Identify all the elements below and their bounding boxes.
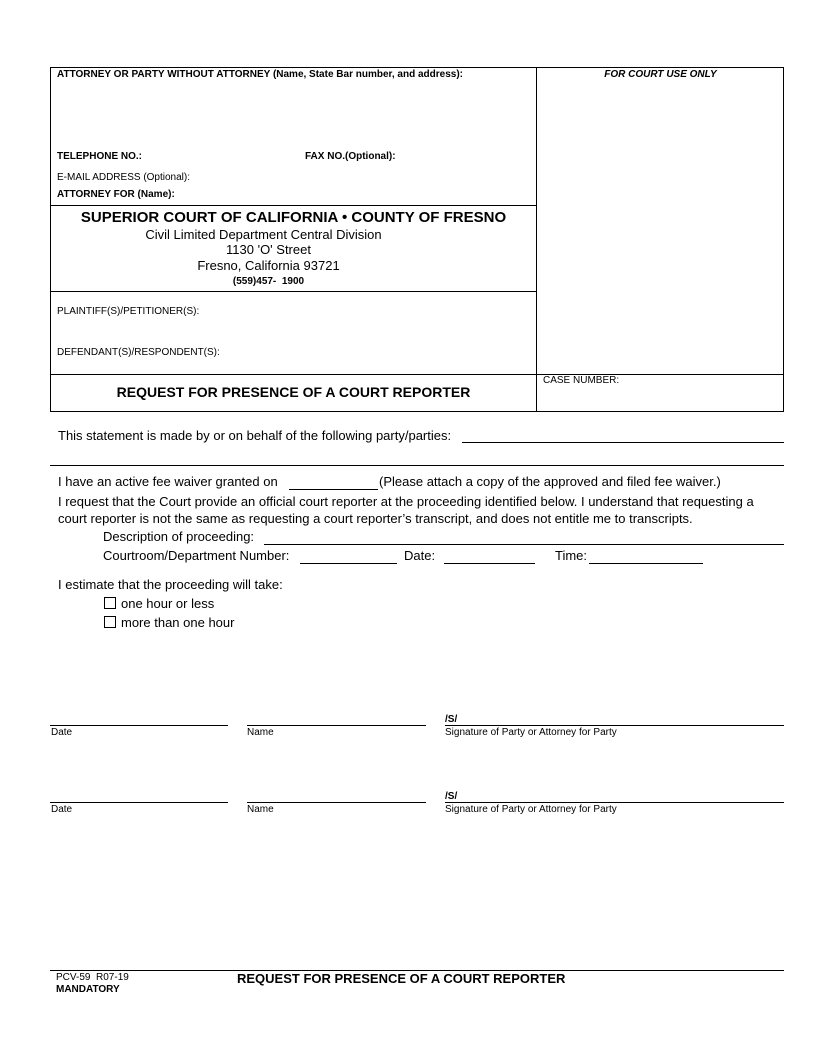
footer-title: REQUEST FOR PRESENCE OF A COURT REPORTER <box>237 971 566 986</box>
court-bottom-rule <box>50 291 537 292</box>
courtroom-field[interactable] <box>300 563 397 564</box>
court-top-rule <box>50 205 537 206</box>
court-city: Fresno, California 93721 <box>197 258 340 273</box>
defendant-label: DEFENDANT(S)/RESPONDENT(S): <box>57 347 220 358</box>
signature-name-field[interactable] <box>247 725 426 726</box>
email-label: E-MAIL ADDRESS (Optional): <box>57 172 191 183</box>
time-label: Time: <box>555 548 588 563</box>
court-phone: (559)457- 1900 <box>232 276 305 287</box>
courtroom-label: Courtroom/Department Number: <box>103 548 290 563</box>
more-than-hour-label: more than one hour <box>121 615 235 630</box>
plaintiff-label: PLAINTIFF(S)/PETITIONER(S): <box>57 306 200 317</box>
statement-text: This statement is made by or on behalf of the following party/parties: <box>58 428 452 443</box>
signature-label: Signature of Party or Attorney for Party <box>445 727 617 738</box>
description-label: Description of proceeding: <box>103 529 255 544</box>
description-field[interactable] <box>264 544 784 545</box>
signature-label-2: Signature of Party or Attorney for Party <box>445 804 617 815</box>
estimate-label: I estimate that the proceeding will take: <box>58 577 283 592</box>
party-field[interactable] <box>462 442 784 443</box>
fee-waiver-date-field[interactable] <box>289 489 378 490</box>
signature-date-field[interactable] <box>50 725 228 726</box>
request-text-line2: court reporter is not the same as requesting a court reporter’s transcript, and does not entitle me to transcripts. <box>58 511 693 526</box>
one-hour-label: one hour or less <box>121 596 215 611</box>
fee-waiver-text: I have an active fee waiver granted on <box>58 474 278 489</box>
request-text-line1: I request that the Court provide an official court reporter at the proceeding identified below. I understand that requesting a <box>58 494 754 509</box>
signature-field[interactable] <box>445 725 784 726</box>
signature-name-label: Name <box>247 727 274 738</box>
fax-label: FAX NO.(Optional): <box>305 151 396 162</box>
attorney-label: ATTORNEY OR PARTY WITHOUT ATTORNEY (Name, State Bar number, and address): <box>57 69 463 80</box>
court-name: SUPERIOR COURT OF CALIFORNIA • COUNTY OF FRESNO <box>80 209 507 226</box>
court-use-label: FOR COURT USE ONLY <box>604 69 717 80</box>
court-street: 1130 'O' Street <box>226 242 311 257</box>
signature-prefix: /S/ <box>445 714 458 725</box>
signature-field-2[interactable] <box>445 802 784 803</box>
one-hour-checkbox[interactable] <box>104 597 116 609</box>
case-number-label: CASE NUMBER: <box>543 375 620 386</box>
title-top-rule <box>50 374 784 375</box>
party-field-line-2[interactable] <box>50 465 784 466</box>
signature-date-label: Date <box>51 727 73 738</box>
court-division: Civil Limited Department Central Division <box>145 227 382 242</box>
attorney-for-label: ATTORNEY FOR (Name): <box>57 189 175 200</box>
signature-name-label-2: Name <box>247 804 274 815</box>
date-field[interactable] <box>444 563 535 564</box>
date-label: Date: <box>404 548 436 563</box>
signature-name-field-2[interactable] <box>247 802 426 803</box>
form-number: PCV-59 R07-19 <box>56 972 129 983</box>
telephone-label: TELEPHONE NO.: <box>57 151 143 162</box>
signature-prefix-2: /S/ <box>445 791 458 802</box>
form-title: REQUEST FOR PRESENCE OF A COURT REPORTER <box>116 384 471 400</box>
fee-waiver-note: (Please attach a copy of the approved and filed fee waiver.) <box>379 474 721 489</box>
more-than-hour-checkbox[interactable] <box>104 616 116 628</box>
signature-date-field-2[interactable] <box>50 802 228 803</box>
mandatory-label: MANDATORY <box>56 984 120 995</box>
signature-date-label-2: Date <box>51 804 73 815</box>
time-field[interactable] <box>589 563 703 564</box>
